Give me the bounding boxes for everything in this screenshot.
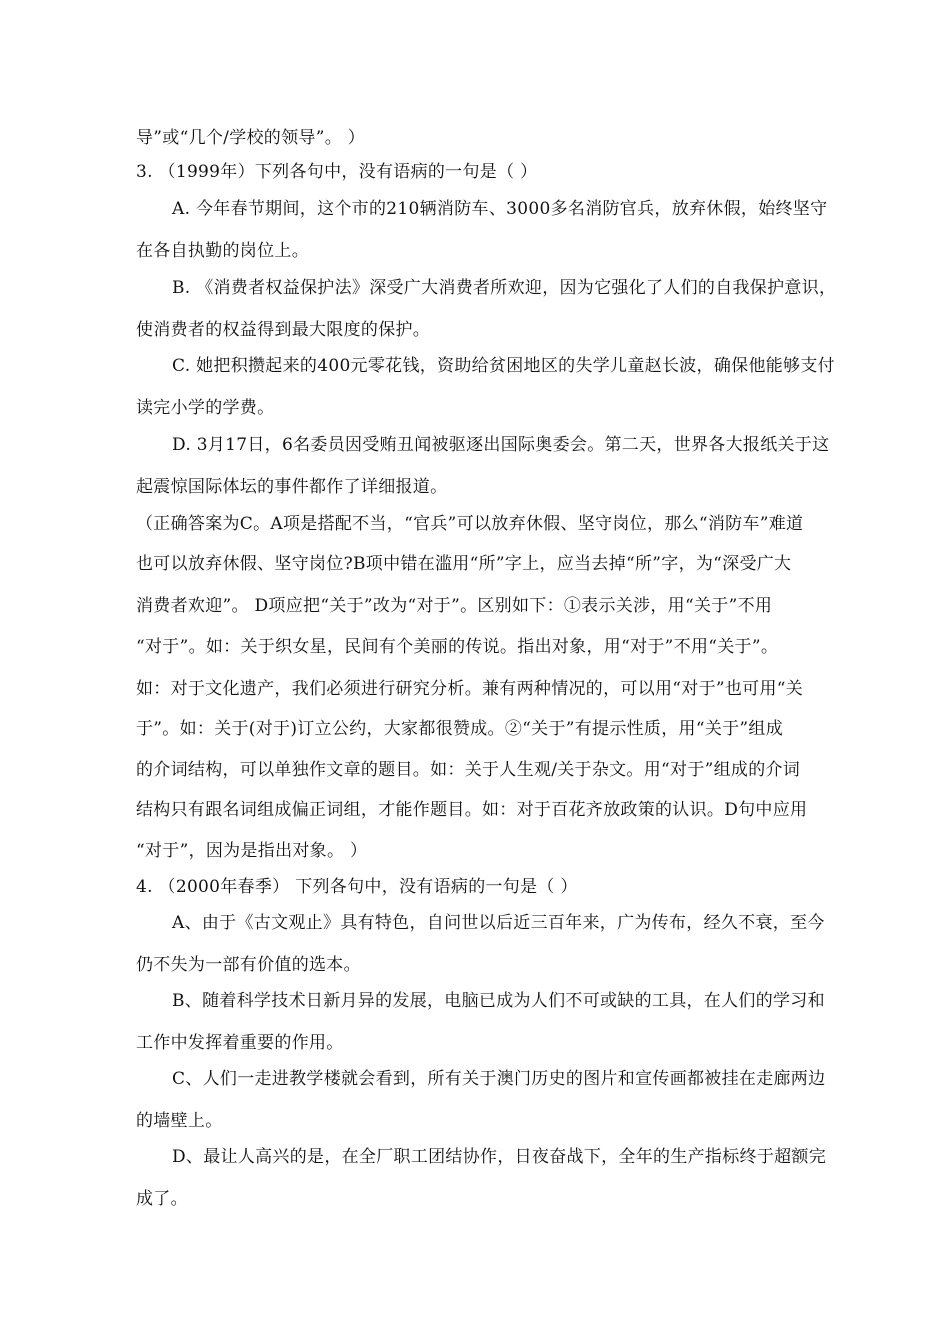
answer-explanation-line: 如：对于文化遗产，我们必须进行研究分析。兼有两种情况的，可以用“对于”也可用“关 (136, 679, 804, 699)
option-b-line: B. 《消费者权益保护法》深受广大消费者所欢迎，因为它强化了人们的自我保护意识， (172, 278, 837, 298)
option-a-line: 在各自执勤的岗位上。 (136, 241, 309, 261)
option-c-line: C、人们一走进教学楼就会看到，所有关于澳门历史的图片和宣传画都被挂在走廊两边 (172, 1069, 826, 1089)
option-b-line: 使消费者的权益得到最大限度的保护。 (136, 320, 431, 340)
option-c-line: 的墙壁上。 (136, 1111, 223, 1131)
option-d-line: D. 3月17日，6名委员因受贿丑闻被驱逐出国际奥委会。第二天，世界各大报纸关于这 (172, 435, 830, 455)
answer-explanation-line: 于”。如：关于(对于)订立公约，大家都很赞成。②“关于”有提示性质，用“关于”组成 (136, 719, 784, 739)
option-a-line: 仍不失为一部有价值的选本。 (136, 955, 361, 975)
option-b-line: B、随着科学技术日新月异的发展，电脑已成为人们不可或缺的工具，在人们的学习和 (172, 991, 825, 1011)
answer-explanation-line: 也可以放弃休假、坚守岗位?B项中错在滥用“所”字上，应当去掉“所”字，为“深受广大 (136, 554, 792, 574)
question-4-stem: 4. （2000年春季） 下列各句中，没有语病的一句是（ ） (136, 877, 578, 897)
option-c-line: 读完小学的学费。 (136, 398, 275, 418)
answer-explanation-line: 的介词结构，可以单独作文章的题目。如：关于人生观/关于杂文。用“对于”组成的介词 (136, 760, 801, 780)
option-d-line: 起震惊国际体坛的事件都作了详细报道。 (136, 477, 448, 497)
question-3-stem: 3. （1999年）下列各句中，没有语病的一句是（ ） (136, 162, 538, 182)
text-line: 导”或“几个/学校的领导”。 ） (136, 128, 366, 148)
answer-explanation-line: 结构只有跟名词组成偏正词组，才能作题目。如：对于百花齐放政策的认识。D句中应用 (136, 800, 808, 820)
answer-explanation-line: “对于”。如：关于织女星，民间有个美丽的传说。指出对象，用“对于”不用“关于”。 (136, 637, 779, 657)
answer-explanation-line: （正确答案为C。A项是搭配不当，“官兵”可以放弃休假、坚守岗位，那么“消防车”难道 (136, 514, 804, 534)
option-a-line: A. 今年春节期间，这个市的210辆消防车、3000多名消防官兵，放弃休假，始终坚守 (172, 199, 828, 219)
option-b-line: 工作中发挥着重要的作用。 (136, 1033, 344, 1053)
option-d-line: 成了。 (136, 1189, 188, 1209)
option-c-line: C. 她把积攒起来的400元零花钱，资助给贫困地区的失学儿童赵长波，确保他能够支付 (172, 356, 835, 376)
option-a-line: A、由于《古文观止》具有特色，自问世以后近三百年来，广为传布，经久不衰，至今 (172, 913, 825, 933)
answer-explanation-line: 消费者欢迎”。 D项应把“关于”改为“对于”。区别如下：①表示关涉，用“关于”不用 (136, 596, 773, 616)
option-d-line: D、最让人高兴的是，在全厂职工团结协作，日夜奋战下，全年的生产指标终于超额完 (172, 1147, 827, 1167)
answer-explanation-line: “对于”，因为是指出对象。 ） (136, 841, 368, 861)
